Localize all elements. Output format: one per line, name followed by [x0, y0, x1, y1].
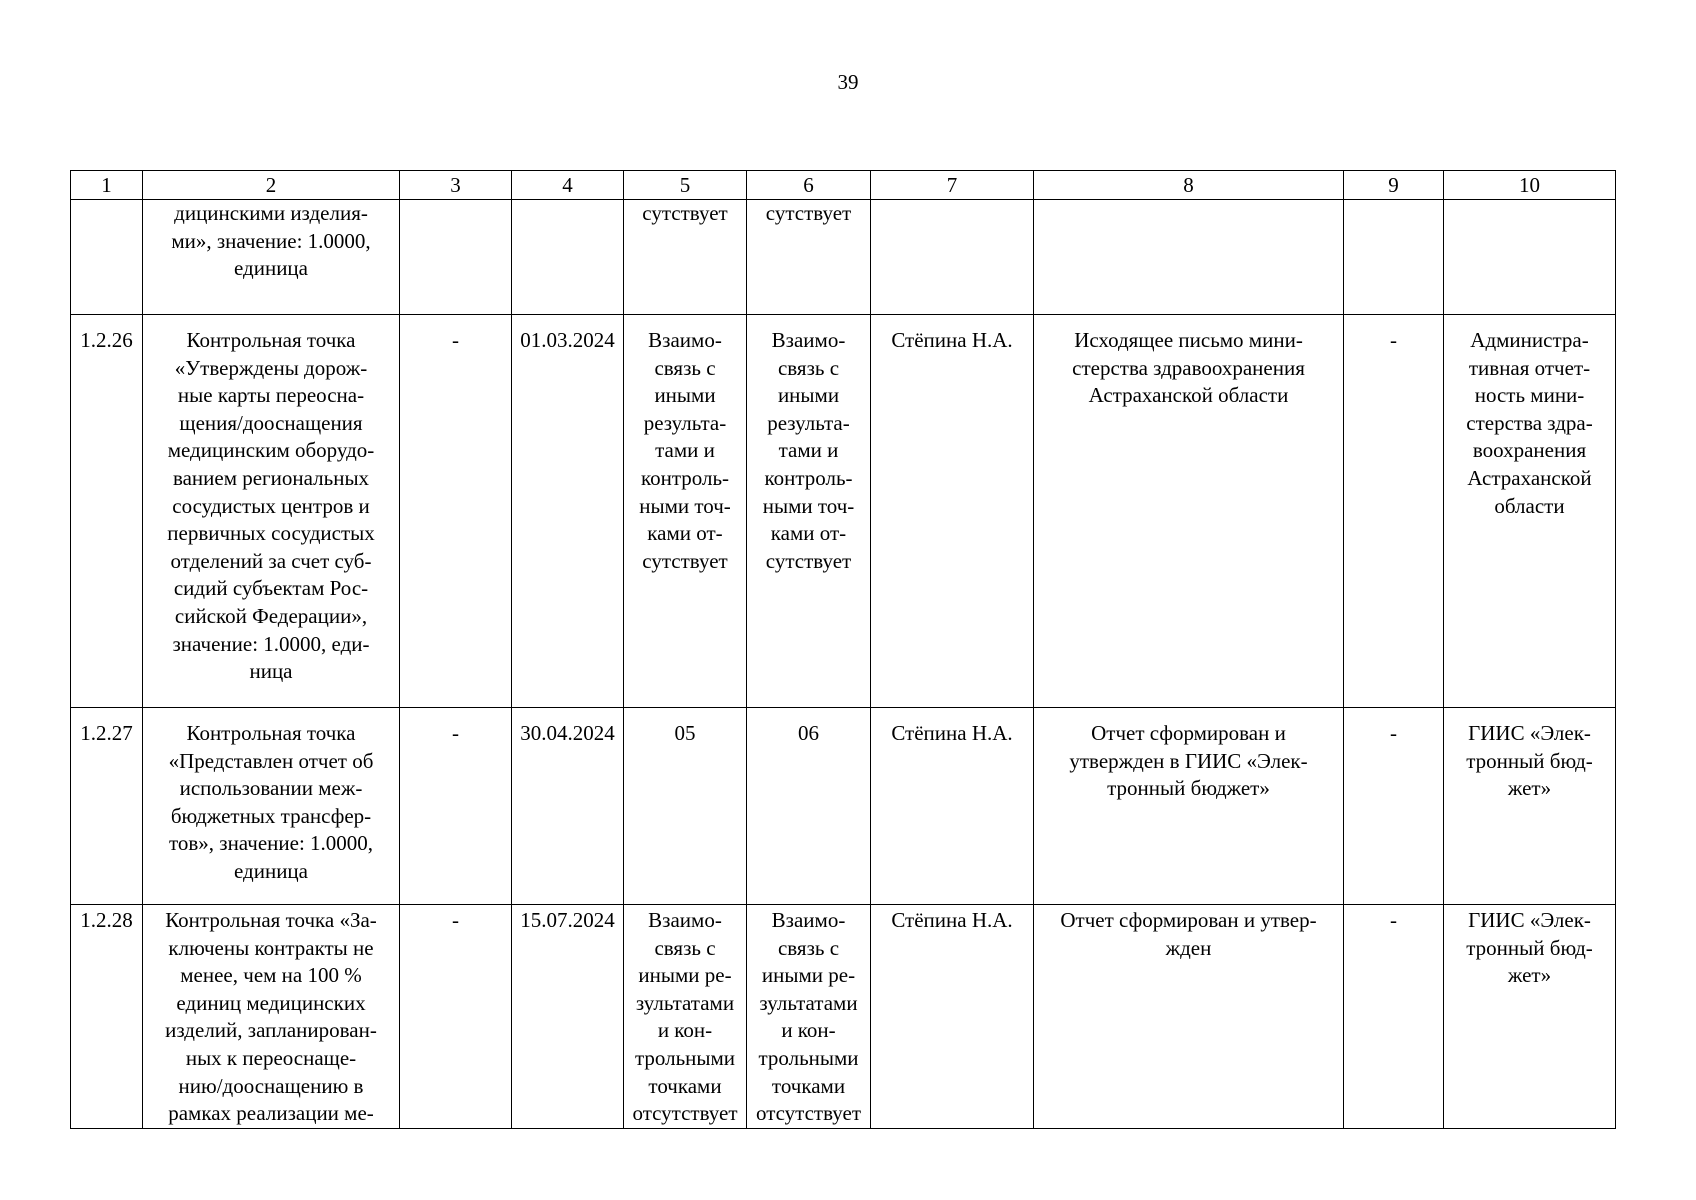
cell-text-line: сийской Федерации»,: [174, 603, 368, 628]
cell-text-line: утвержден в ГИИС «Элек-: [1069, 748, 1308, 773]
cell-text-line: менее, чем на 100 %: [180, 963, 362, 988]
cell-responsible: [871, 905, 1034, 1129]
column-header: 1: [71, 171, 143, 200]
cell-column-9: [1344, 200, 1444, 315]
cell-column-5: [624, 708, 747, 905]
cell-text-line: связь с: [654, 935, 716, 960]
cell-text-line: ками от-: [770, 521, 847, 546]
cell-text-line: тронный бюджет»: [1107, 776, 1270, 801]
cell-text-line: тов», значение: 1.0000,: [168, 831, 374, 856]
cell-text-line: единица: [233, 858, 308, 883]
cell-text-line: использовании меж-: [179, 776, 363, 801]
cell-text-line: ключены контракты не: [168, 935, 374, 960]
cell-text-line: жет»: [1507, 963, 1552, 988]
cell-text-line: ница: [249, 659, 293, 684]
cell-text-line: рамках реализации ме-: [168, 1101, 374, 1126]
cell-text-line: Взаимо-: [648, 328, 722, 352]
cell-text-line: Контрольная точка: [186, 328, 356, 352]
cell-information-system: [1444, 315, 1616, 708]
cell-number: [71, 315, 143, 708]
cell-text: -: [1390, 328, 1397, 352]
cell-column-5: [624, 200, 747, 315]
cell-text-line: значение: 1.0000, еди-: [172, 631, 370, 656]
column-header: 2: [143, 171, 400, 200]
cell-text-line: ванием региональных: [172, 465, 370, 490]
cell-text-line: Взаимо-: [771, 908, 846, 932]
cell-column-3: [400, 905, 512, 1129]
cell-column-6: [747, 315, 871, 708]
cell-text-line: дицинскими изделия-: [174, 201, 368, 225]
column-header: 10: [1444, 171, 1616, 200]
cell-text: -: [452, 721, 459, 745]
column-header: 9: [1344, 171, 1444, 200]
cell-text-line: бюджетных трансфер-: [170, 803, 372, 828]
cell-column-6: [747, 905, 871, 1129]
cell-text-line: стерства здра-: [1466, 410, 1593, 435]
cell-text: 30.04.2024: [520, 721, 615, 745]
column-number-row: [71, 171, 1616, 200]
cell-responsible: [871, 708, 1034, 905]
cell-text: 01.03.2024: [520, 328, 615, 352]
cell-text-line: Контрольная точка: [186, 721, 356, 745]
cell-text-line: «Представлен отчет об: [168, 748, 374, 773]
cell-text-line: точками: [648, 1073, 722, 1098]
cell-number: [71, 200, 143, 315]
cell-responsible: [871, 315, 1034, 708]
cell-text-line: Администра-: [1470, 328, 1589, 352]
cell-text-line: зультатами: [635, 990, 735, 1015]
cell-text-line: жден: [1165, 935, 1212, 960]
cell-text-line: тронный бюд-: [1466, 748, 1593, 773]
cell-text-line: стерства здравоохранения: [1072, 355, 1305, 380]
cell-text-line: отделений за счет суб-: [170, 548, 372, 573]
cell-text-line: Отчет сформирован и: [1091, 721, 1286, 745]
cell-text-line: ными точ-: [639, 493, 731, 518]
cell-column-6: [747, 708, 871, 905]
cell-text-line: сутствует: [642, 548, 728, 573]
cell-document: [1034, 315, 1344, 708]
cell-text-line: трольными: [634, 1045, 736, 1070]
cell-control-point-name: [143, 905, 400, 1129]
cell-text: Стёпина Н.А.: [891, 721, 1013, 745]
cell-text-line: сутствует: [765, 201, 852, 225]
cell-document: [1034, 905, 1344, 1129]
cell-text-line: Астраханской области: [1088, 383, 1289, 408]
table-row: [71, 315, 1616, 708]
control-points-table: [70, 170, 1616, 1129]
cell-text-line: точками: [771, 1073, 846, 1098]
cell-text-line: ность мини-: [1474, 383, 1585, 408]
column-header: 3: [400, 171, 512, 200]
cell-text-line: результа-: [767, 410, 850, 435]
cell-text-line: Взаимо-: [771, 328, 846, 352]
cell-text-line: 06: [798, 721, 819, 745]
cell-text-line: Контрольная точка «За-: [165, 908, 377, 932]
cell-date: [512, 905, 624, 1129]
cell-text-line: ками от-: [647, 521, 723, 546]
cell-text-line: ные карты переосна-: [177, 383, 365, 408]
cell-column-3: [400, 315, 512, 708]
cell-text-line: связь с: [654, 355, 716, 380]
cell-text-line: щения/дооснащения: [179, 410, 363, 435]
cell-information-system: [1444, 905, 1616, 1129]
cell-text-line: и кон-: [781, 1018, 836, 1043]
cell-text-line: и кон-: [657, 1018, 713, 1043]
cell-text-line: области: [1494, 493, 1565, 518]
cell-text: Стёпина Н.А.: [891, 908, 1013, 932]
table-row: [71, 905, 1616, 1129]
cell-text-line: изделий, запланирован-: [165, 1018, 377, 1043]
cell-date: [512, 200, 624, 315]
cell-text-line: сидий субъектам Рос-: [173, 576, 369, 601]
cell-column-9: [1344, 905, 1444, 1129]
cell-text-line: иными: [654, 383, 716, 408]
cell-text-line: тами и: [655, 438, 715, 463]
cell-date: [512, 708, 624, 905]
cell-column-3: [400, 200, 512, 315]
cell-text-line: связь с: [777, 935, 840, 960]
cell-number: [71, 708, 143, 905]
cell-text-line: «Утверждены дорож-: [174, 355, 368, 380]
cell-text-line: Астраханской: [1467, 465, 1592, 490]
cell-text-line: контроль-: [764, 465, 853, 490]
page-number: 39: [837, 70, 859, 94]
cell-text-line: нию/дооснащению в: [178, 1073, 364, 1098]
cell-text-line: воохранения: [1472, 438, 1587, 463]
cell-text-line: отсутствует: [632, 1101, 738, 1126]
cell-responsible: [871, 200, 1034, 315]
cell-column-6: [747, 200, 871, 315]
column-header: 8: [1034, 171, 1344, 200]
column-header: 5: [624, 171, 747, 200]
cell-text: 1.2.26: [80, 328, 133, 352]
cell-control-point-name: [143, 708, 400, 905]
cell-text: -: [1390, 721, 1397, 745]
cell-text-line: ных к переоснаще-: [185, 1045, 357, 1070]
cell-column-9: [1344, 708, 1444, 905]
cell-control-point-name: [143, 200, 400, 315]
cell-text-line: ГИИС «Элек-: [1468, 721, 1591, 745]
cell-text-line: сутствует: [642, 201, 728, 225]
cell-text-line: единица: [233, 256, 308, 281]
cell-text: -: [452, 908, 459, 932]
cell-text-line: тивная отчет-: [1468, 355, 1591, 380]
cell-text-line: иными: [777, 383, 840, 408]
cell-text-line: тами и: [778, 438, 839, 463]
cell-text-line: контроль-: [640, 465, 730, 490]
cell-text-line: иными ре-: [761, 963, 856, 988]
cell-text: 1.2.28: [80, 908, 133, 932]
cell-text-line: ГИИС «Элек-: [1468, 908, 1591, 932]
cell-text-line: жет»: [1507, 776, 1552, 801]
cell-text-line: тронный бюд-: [1466, 935, 1593, 960]
cell-text-line: сосудистых центров и: [172, 493, 370, 518]
column-header: 6: [747, 171, 871, 200]
cell-text-line: зультатами: [759, 990, 858, 1015]
cell-text-line: медицинским оборудо-: [167, 438, 375, 463]
cell-document: [1034, 200, 1344, 315]
cell-text-line: ными точ-: [762, 493, 855, 518]
table-row: [71, 708, 1616, 905]
cell-column-5: [624, 315, 747, 708]
cell-information-system: [1444, 708, 1616, 905]
cell-text: -: [452, 328, 459, 352]
cell-text: 15.07.2024: [520, 908, 615, 932]
cell-text-line: Отчет сформирован и утвер-: [1060, 908, 1317, 932]
cell-text-line: первичных сосудистых: [167, 521, 375, 546]
column-header: 7: [871, 171, 1034, 200]
cell-text-line: трольными: [758, 1045, 859, 1070]
cell-date: [512, 315, 624, 708]
cell-text-line: ми», значение: 1.0000,: [171, 228, 371, 253]
cell-number: [71, 905, 143, 1129]
cell-control-point-name: [143, 315, 400, 708]
cell-text-line: Взаимо-: [648, 908, 722, 932]
cell-text-line: единиц медицинских: [176, 990, 366, 1015]
cell-column-9: [1344, 315, 1444, 708]
cell-text-line: иными ре-: [638, 963, 732, 988]
cell-text: Стёпина Н.А.: [891, 328, 1013, 352]
cell-text-line: сутствует: [765, 548, 852, 573]
cell-information-system: [1444, 200, 1616, 315]
table-row: [71, 200, 1616, 315]
cell-text: -: [1390, 908, 1397, 932]
cell-text-line: результа-: [643, 410, 727, 435]
cell-document: [1034, 708, 1344, 905]
cell-text-line: 05: [674, 721, 696, 745]
cell-column-3: [400, 708, 512, 905]
cell-text-line: отсутствует: [755, 1101, 862, 1126]
cell-text-line: связь с: [777, 355, 840, 380]
column-header: 4: [512, 171, 624, 200]
cell-column-5: [624, 905, 747, 1129]
cell-text-line: Исходящее письмо мини-: [1074, 328, 1303, 352]
cell-text: 1.2.27: [80, 721, 133, 745]
